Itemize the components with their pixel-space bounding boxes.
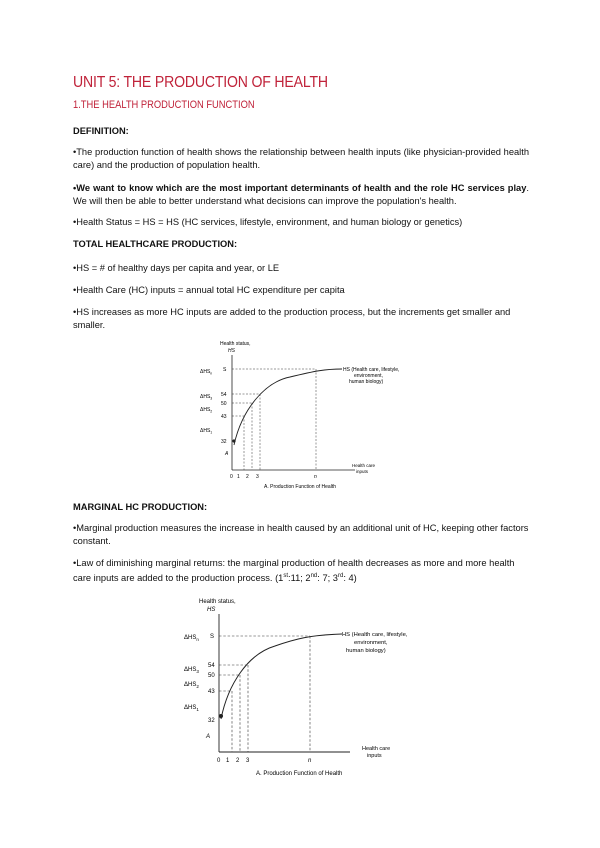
curve-label: HS (Health care, lifestyle,	[343, 367, 400, 373]
curve-label-2: environment,	[354, 640, 388, 646]
production-function-figure-2	[170, 594, 432, 782]
curve-label: HS (Health care, lifestyle,	[342, 632, 408, 638]
marginal-value: : 4)	[343, 572, 357, 583]
x-axis-title: Health care	[352, 463, 376, 468]
point-a-marker	[219, 714, 223, 718]
production-curve	[221, 634, 342, 719]
marginal-value: :11; 2	[288, 572, 311, 583]
definition-paragraph-3: •Health Status = HS = HS (HC services, lifestyle, environment, and human biology or genetics)	[73, 217, 463, 227]
delta-hs-sub: 1	[210, 430, 213, 435]
delta-hs-sub: n	[210, 371, 213, 376]
delta-hs-sub: n	[196, 637, 199, 642]
x-tick-label: 1	[237, 474, 240, 480]
y-tick-label: S	[223, 367, 227, 373]
y-tick-label: 43	[208, 689, 215, 695]
delta-hs-sub: 2	[196, 684, 199, 689]
definition-heading: DEFINITION:	[73, 126, 129, 136]
point-a-marker	[232, 439, 235, 442]
definition-paragraph-1: •The production function of health shows the relationship between health inputs (like physician-provided health care) and the production of population health.	[73, 147, 529, 170]
marginal-paragraph-1: •Marginal production measures the increase in health caused by an additional unit of HC, keeping other factors constant.	[73, 523, 529, 546]
delta-hs-text: ΔHS	[184, 667, 197, 673]
definition-paragraph-2	[73, 182, 529, 207]
definition-paragraph-2-rest: . We will then be able to better understand what decisions can improve the population's health.	[73, 183, 529, 206]
ordinal-suffix: nd	[310, 572, 318, 579]
y-axis-title: Health status,	[220, 341, 251, 347]
x-tick-label: 3	[246, 758, 250, 764]
y-tick-label: 54	[208, 663, 215, 669]
delta-hs-text: ΔHS	[184, 705, 197, 711]
total-paragraph-1: •HS = # of healthy days per capita and year, or LE	[73, 263, 280, 273]
x-tick-label: 3	[256, 474, 259, 480]
figure-caption: A. Production Function of Health	[264, 484, 336, 490]
delta-hs-text: ΔHS	[200, 394, 211, 400]
x-tick-label: 1	[226, 758, 230, 764]
delta-hs-text: ΔHS	[200, 428, 211, 434]
marginal-paragraph-2	[73, 557, 529, 584]
delta-hs-label	[184, 705, 199, 712]
delta-hs-label	[200, 428, 212, 435]
delta-hs-label	[200, 394, 212, 401]
delta-hs-sub: 1	[196, 707, 199, 712]
x-axis-title-2: inputs	[356, 469, 369, 474]
delta-hs-text: ΔHS	[200, 369, 211, 375]
y-tick-label: 32	[208, 718, 215, 724]
marginal-paragraph-2-text: •Law of diminishing marginal returns: the marginal production of health decreases as more and more health care inputs are added to the production process. (1	[73, 558, 515, 583]
y-axis-title-2: HS	[207, 607, 216, 613]
total-paragraph-2: •Health Care (HC) inputs = annual total HC expenditure per capita	[73, 285, 345, 295]
ordinal-suffix: rd	[337, 572, 344, 579]
delta-hs-label	[184, 635, 199, 642]
x-axis-title: Health care	[362, 746, 391, 752]
delta-hs-text: ΔHS	[184, 682, 197, 688]
x-tick-label: n	[308, 758, 312, 764]
x-tick-label: n	[314, 474, 317, 480]
ordinal-suffix: st	[283, 572, 289, 579]
delta-hs-label	[200, 407, 212, 414]
production-curve	[234, 369, 342, 445]
y-tick-label: 54	[221, 392, 227, 398]
curve-label-2: environment,	[354, 373, 383, 379]
section-title: 1.THE HEALTH PRODUCTION FUNCTION	[73, 99, 255, 111]
delta-hs-label	[184, 667, 199, 674]
y-tick-label: S	[210, 634, 215, 640]
y-axis-title-2: HS	[228, 348, 235, 354]
production-function-figure-1	[180, 337, 420, 495]
delta-hs-text: ΔHS	[200, 407, 211, 413]
delta-hs-label	[184, 682, 199, 689]
delta-hs-sub: 3	[210, 396, 213, 401]
y-tick-label: 50	[221, 401, 227, 407]
y-tick-label: 50	[208, 673, 215, 679]
curve-label-3: human biology)	[349, 379, 384, 385]
y-tick-label: 43	[221, 414, 227, 420]
total-paragraph-3: •HS increases as more HC inputs are added to the production process, but the increments get smaller and smaller.	[73, 307, 511, 330]
point-a-label: A	[206, 734, 211, 740]
page-title: UNIT 5: THE PRODUCTION OF HEALTH	[73, 74, 328, 91]
y-axis-title: Health status,	[199, 599, 236, 605]
delta-hs-label	[200, 369, 212, 376]
delta-hs-text: ΔHS	[184, 635, 197, 641]
delta-hs-sub: 3	[196, 669, 199, 674]
x-tick-label: 0	[230, 474, 233, 480]
curve-label-3: human biology)	[346, 648, 386, 654]
marginal-value: : 7; 3	[317, 572, 338, 583]
x-tick-label: 2	[236, 758, 240, 764]
x-tick-label: 2	[246, 474, 249, 480]
marginal-production-heading: MARGINAL HC PRODUCTION:	[73, 502, 208, 512]
point-a-label: A	[225, 451, 229, 457]
delta-hs-sub: 2	[210, 409, 213, 414]
total-production-heading: TOTAL HEALTHCARE PRODUCTION:	[73, 239, 238, 249]
y-tick-label: 32	[221, 439, 227, 445]
figure-caption: A. Production Function of Health	[256, 771, 343, 777]
x-axis-title-2: inputs	[367, 753, 382, 759]
x-tick-label: 0	[217, 758, 221, 764]
definition-paragraph-2-bold: •We want to know which are the most important determinants of health and the role HC services play	[73, 183, 527, 193]
